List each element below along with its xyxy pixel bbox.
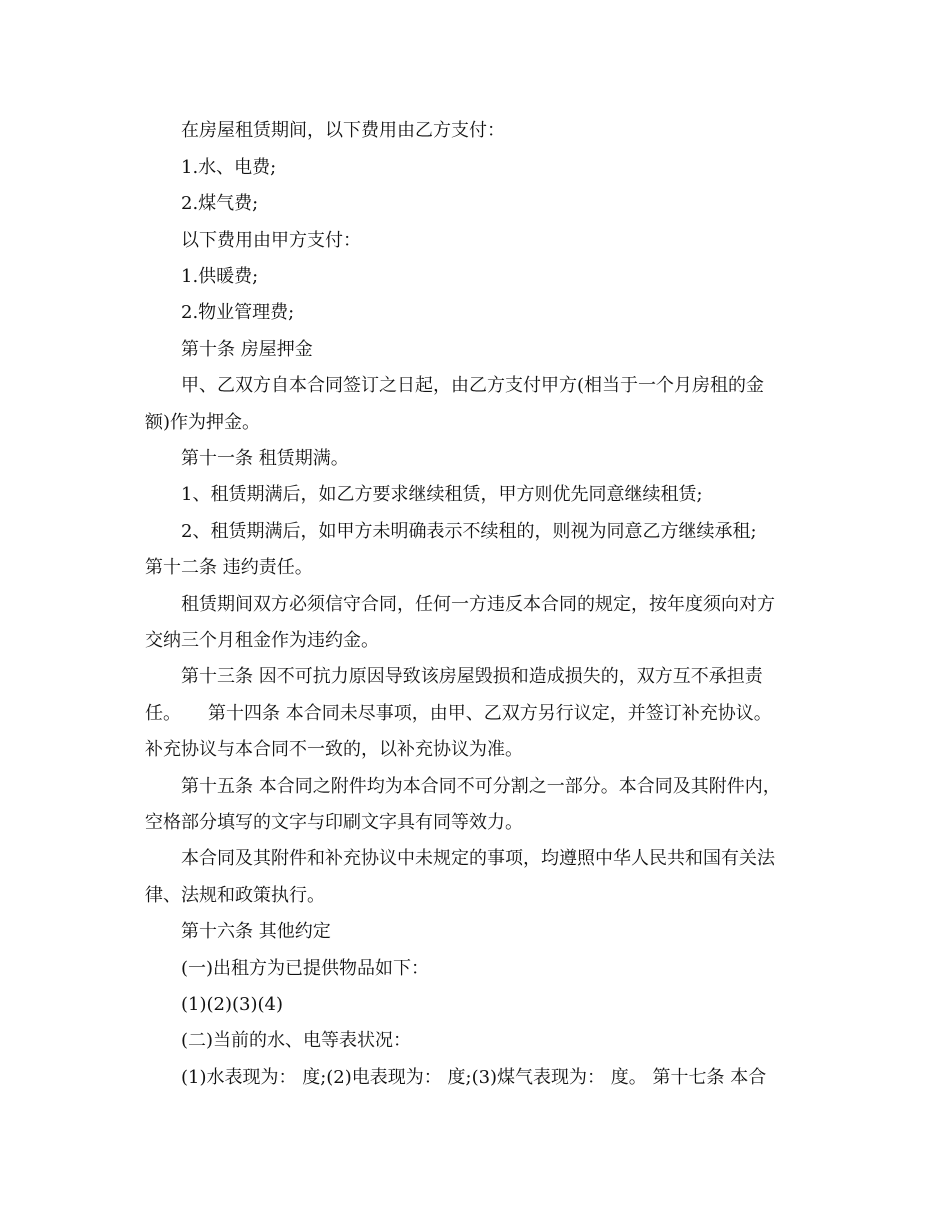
article-11-title: 第十一条 租赁期满。 [181, 448, 349, 469]
article-12-text-line-1: 租赁期间双方必须信守合同，任何一方违反本合同的规定，按年度须向对方 [181, 594, 775, 615]
article-15-text-line-1: 第十五条 本合同之附件均为本合同不可分割之一部分。本合同及其附件内， [181, 776, 781, 797]
article-13-text-line-1: 第十三条 因不可抗力原因导致该房屋毁损和造成损失的，双方互不承担责 [181, 666, 763, 687]
expense-item-heating: 1.供暖费; [181, 266, 259, 287]
expense-tenant-heading: 在房屋租赁期间，以下费用由乙方支付： [181, 120, 505, 141]
expense-item-gas: 2.煤气费; [181, 193, 259, 214]
article-11-item-2: 2、租赁期满后，如甲方未明确表示不续租的，则视为同意乙方继续承租; [181, 521, 757, 542]
provided-items-heading: (一)出租方为已提供物品如下： [181, 958, 430, 979]
expense-item-property-management: 2.物业管理费; [181, 302, 295, 323]
article-10-text-line-1: 甲、乙双方自本合同签订之日起，由乙方支付甲方(相当于一个月房租的金 [181, 375, 765, 396]
article-15-text-line-2: 空格部分填写的文字与印刷文字具有同等效力。 [145, 812, 523, 833]
article-13-14-text-line: 任。 第十四条 本合同未尽事项，由甲、乙双方另行议定，并签订补充协议。 [145, 703, 772, 724]
article-12-title: 第十二条 违约责任。 [145, 557, 313, 578]
meter-readings-line: (1)水表现为： 度;(2)电表现为： 度;(3)煤气表现为： 度。 第十七条 本合 [181, 1067, 767, 1088]
law-clause-line-2: 律、法规和政策执行。 [145, 885, 325, 906]
expense-item-water-electric: 1.水、电费; [181, 157, 277, 178]
law-clause-line-1: 本合同及其附件和补充协议中未规定的事项，均遵照中华人民共和国有关法 [181, 848, 775, 869]
provided-items-list: (1)(2)(3)(4) [181, 994, 283, 1015]
meter-status-heading: (二)当前的水、电等表状况： [181, 1030, 412, 1051]
article-16-title: 第十六条 其他约定 [181, 921, 331, 942]
article-14-text-line-2: 补充协议与本合同不一致的，以补充协议为准。 [145, 739, 523, 760]
article-10-title: 第十条 房屋押金 [181, 339, 313, 360]
article-11-item-1: 1、租赁期满后，如乙方要求继续租赁，甲方则优先同意继续租赁; [181, 484, 703, 505]
expense-landlord-heading: 以下费用由甲方支付： [181, 230, 361, 251]
article-12-text-line-2: 交纳三个月租金作为违约金。 [145, 630, 379, 651]
article-10-text-line-2: 额)作为押金。 [145, 412, 261, 433]
